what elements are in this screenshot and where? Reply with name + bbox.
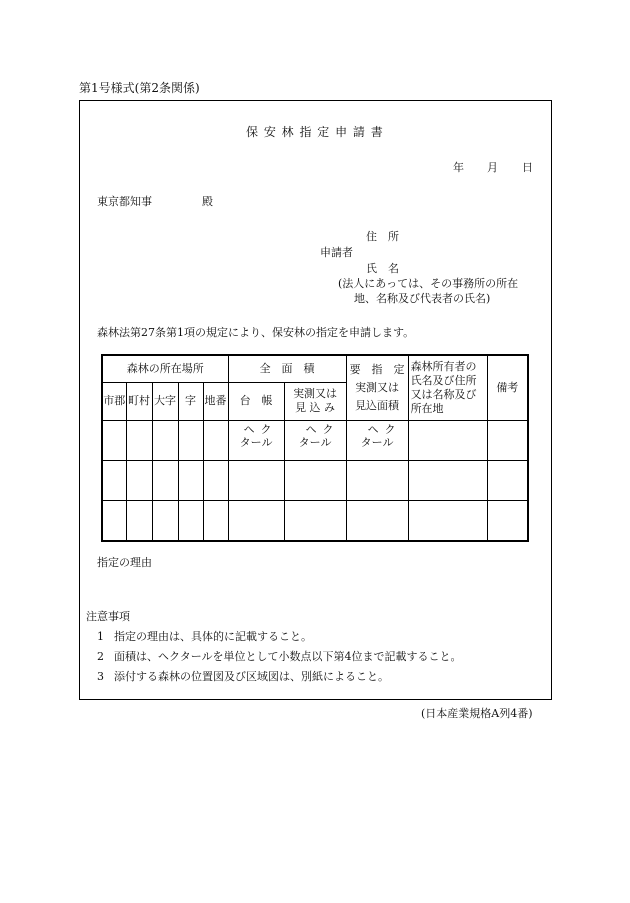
addressee-name: 東京都知事 [97, 195, 152, 208]
cell-owner [408, 420, 487, 460]
cell-required-area [346, 420, 408, 460]
header-oaza: 大字 [152, 382, 178, 420]
header-owner-line2: 氏名及び住所 [410, 374, 477, 387]
cell-town [126, 460, 152, 500]
cell-survey-area [284, 500, 346, 541]
cell-ledger-area [228, 500, 284, 541]
note-text: 面積は、ヘクタールを単位として小数点以下第4位まで記載すること。 [114, 650, 462, 663]
cell-chiban [203, 500, 228, 541]
application-statement: 森林法第27条第1項の規定により、保安林の指定を申請します。 [97, 326, 415, 339]
applicant-address-label: 住 所 [366, 230, 399, 243]
header-survey-line1: 実測又は [293, 387, 338, 401]
cell-survey-area [284, 460, 346, 500]
header-owner [408, 355, 487, 420]
cell-aza [178, 500, 203, 541]
table-row [102, 460, 528, 500]
cell-city [102, 500, 126, 541]
cell-oaza [152, 420, 178, 460]
forest-info-table [101, 354, 529, 542]
reason-label: 指定の理由 [97, 556, 152, 569]
cell-owner [408, 500, 487, 541]
applicant-name-label: 氏 名 [366, 262, 399, 275]
header-owner-line3: 又は名称及び [410, 387, 477, 401]
date-month: 月 [487, 161, 498, 174]
note-number: 3 [97, 670, 104, 683]
cell-remarks [487, 500, 528, 541]
cell-ledger-area [228, 460, 284, 500]
cell-required-area [346, 460, 408, 500]
note-number: 1 [97, 630, 104, 643]
unit-hectare-bottom: タール [360, 436, 394, 450]
header-survey [284, 382, 346, 420]
header-remarks: 備考 [487, 355, 528, 420]
cell-aza [178, 460, 203, 500]
cell-chiban [203, 420, 228, 460]
cell-oaza [152, 460, 178, 500]
applicant-label: 申請者 [320, 246, 353, 259]
header-town: 町村 [126, 382, 152, 420]
cell-remarks [487, 460, 528, 500]
header-total-area: 全 面 積 [228, 355, 346, 382]
header-required-area-line2: 実測又は [355, 380, 400, 394]
cell-oaza [152, 500, 178, 541]
form-number: 第1号様式(第2条関係) [79, 81, 200, 95]
table-row [102, 500, 528, 541]
cell-town [126, 500, 152, 541]
footer-standard: (日本産業規格A列4番) [421, 707, 533, 720]
header-location: 森林の所在場所 [102, 355, 228, 382]
cell-ledger-area [228, 420, 284, 460]
cell-owner [408, 460, 487, 500]
cell-survey-area [284, 420, 346, 460]
note-number: 2 [97, 650, 104, 663]
notes-heading: 注意事項 [86, 610, 130, 623]
cell-town [126, 420, 152, 460]
header-city: 市郡 [102, 382, 126, 420]
unit-hectare-top: ヘク [367, 422, 402, 436]
cell-required-area [346, 500, 408, 541]
unit-hectare-top: ヘク [305, 422, 340, 436]
date-day: 日 [522, 161, 533, 174]
header-required-area-line1: 要 指 定 [349, 363, 405, 377]
cell-city [102, 460, 126, 500]
cell-remarks [487, 420, 528, 460]
header-required-area-line3: 見込面積 [355, 398, 400, 412]
unit-hectare-top: ヘク [243, 422, 278, 436]
note-text: 指定の理由は、具体的に記載すること。 [114, 630, 312, 643]
table-row [102, 420, 528, 460]
header-owner-line1: 森林所有者の [410, 360, 477, 374]
note-text: 添付する森林の位置図及び区域図は、別紙によること。 [114, 670, 389, 683]
cell-aza [178, 420, 203, 460]
applicant-note-line2: 地、名称及び代表者の氏名) [354, 292, 491, 305]
header-owner-line4: 所在地 [410, 401, 444, 415]
header-chiban: 地番 [203, 382, 228, 420]
header-aza: 字 [178, 382, 203, 420]
cell-chiban [203, 460, 228, 500]
header-survey-line2: 見 込 み [295, 401, 336, 414]
date-year: 年 [453, 161, 464, 174]
header-ledger: 台 帳 [228, 382, 284, 420]
unit-hectare-bottom: タール [298, 436, 332, 450]
addressee-honorific: 殿 [202, 195, 213, 208]
applicant-note-line1: (法人にあっては、その事務所の所在 [338, 277, 519, 290]
header-required-area [346, 355, 408, 420]
unit-hectare-bottom: タール [239, 436, 273, 450]
form-title: 保 安 林 指 定 申 請 書 [246, 125, 384, 139]
cell-city [102, 420, 126, 460]
